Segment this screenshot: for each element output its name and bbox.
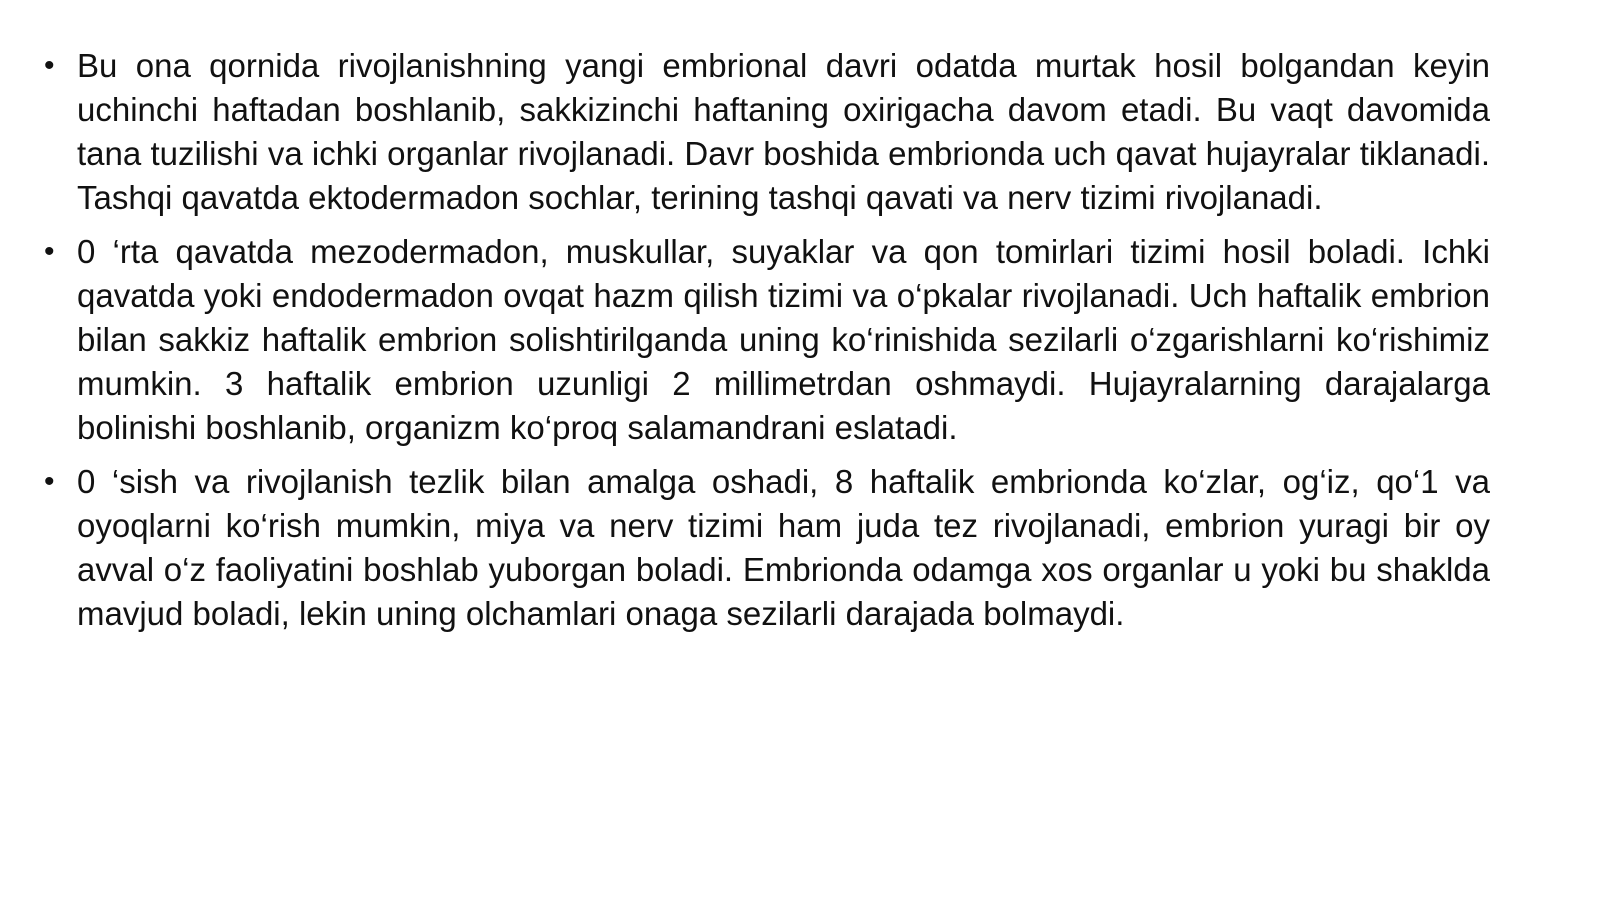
bullet-dot-icon: • bbox=[44, 235, 55, 268]
bullet-item bbox=[44, 460, 1490, 636]
paragraph-text: 0 ‘rta qavatda mezodermadon, muskullar, suyaklar va qon tomirlari tizimi hosil boladi. Ichki qavatda yoki endodermadon ovqat hazm qilish tizimi va o‘pkalar rivojlanadi. Uch haftalik embrion bilan sakkiz haftalik embrion solishtirilganda uning ko‘rinishida sezilarli o‘zgarishlarni ko‘rishimiz mumkin. 3 haftalik embrion uzunligi 2 millimetrdan oshmaydi. Hujayralarning darajalarga bolinishi boshlanib, organizm ko‘proq salamandrani eslatadi. bbox=[77, 233, 1490, 446]
paragraph-text: Bu ona qornida rivojlanishning yangi embrional davri odatda murtak hosil bolgandan keyin uchinchi haftadan boshlanib, sakkizinchi haftaning oxirigacha davom etadi. Bu vaqt davomida tana tuzilishi va ichki organlar rivojlanadi. Davr boshida embrionda uch qavat hujayralar tiklanadi. Tashqi qavatda ektodermadon sochlar, terining tashqi qavati va nerv tizimi rivojlanadi. bbox=[77, 47, 1490, 216]
paragraph-text: 0 ‘sish va rivojlanish tezlik bilan amalga oshadi, 8 haftalik embrionda ko‘zlar, og‘iz, qo‘1 va oyoqlarni ko‘rish mumkin, miya va nerv tizimi ham juda tez rivojlanadi, embrion yuragi bir oy avval o‘z faoliyatini boshlab yuborgan boladi. Embrionda odamga xos organlar u yoki bu shaklda mavjud boladi, lekin uning olchamlari onaga sezilarli darajada bolmaydi. bbox=[77, 463, 1490, 632]
bullet-dot-icon: • bbox=[44, 49, 55, 82]
bullet-dot-icon: • bbox=[44, 465, 55, 498]
bullet-item bbox=[44, 44, 1490, 220]
bullet-item bbox=[44, 230, 1490, 450]
bullet-list bbox=[44, 44, 1490, 646]
